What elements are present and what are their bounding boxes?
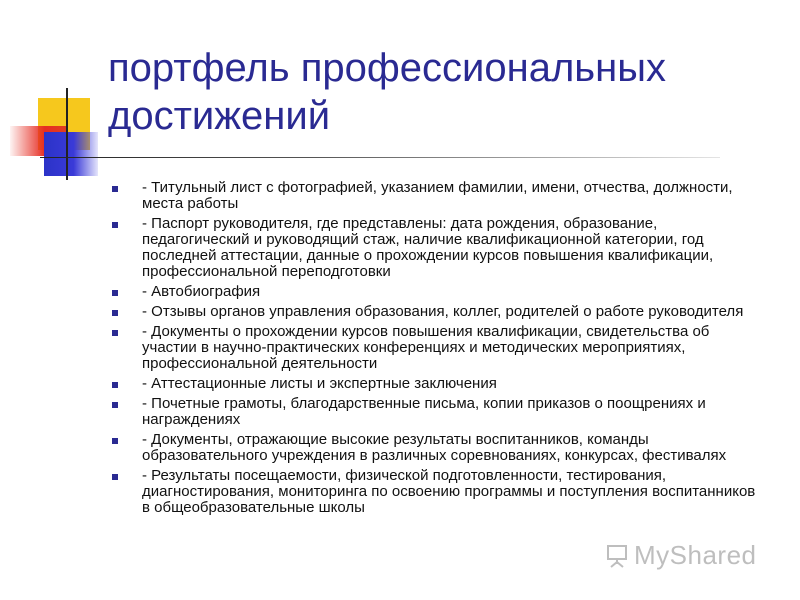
list-item [112, 432, 762, 464]
decor-blue-square [44, 132, 98, 176]
list-item [112, 396, 762, 428]
bullet-icon [112, 382, 118, 388]
list-item [112, 304, 762, 320]
list-item-text: - Документы, отражающие высокие результаты воспитанников, команды образовательного учреждения в различных соревнованиях, конкурсах, фестивалях [142, 431, 727, 464]
list-item [112, 284, 762, 300]
slide-title: портфель профессиональных достижений [108, 46, 666, 138]
list-item-text: - Отзывы органов управления образования, коллег, родителей о работе руководителя [142, 303, 744, 320]
list-item [112, 468, 762, 516]
bullet-icon [112, 222, 118, 228]
bullet-icon [112, 290, 118, 296]
bullet-icon [112, 330, 118, 336]
list-item [112, 376, 762, 392]
decor-vertical-line [66, 88, 68, 180]
list-item-text: - Результаты посещаемости, физической подготовленности, тестирования, диагностирования, мониторинга по освоению программы и поступления воспитанников в общеобразовательные школы [142, 467, 756, 516]
list-item [112, 216, 762, 280]
bullet-icon [112, 474, 118, 480]
list-item-text: - Аттестационные листы и экспертные заключения [142, 375, 497, 392]
bullet-icon [112, 402, 118, 408]
title-underline [40, 157, 720, 158]
list-item-text: - Автобиография [142, 283, 261, 300]
bullet-icon [112, 186, 118, 192]
bullet-list [112, 180, 762, 520]
list-item-text: - Документы о прохождении курсов повышения квалификации, свидетельства об участии в научно-практических конференциях и методических мероприятиях, профессиональной деятельности [142, 323, 710, 372]
list-item [112, 324, 762, 372]
list-item [112, 180, 762, 212]
watermark-text: MyShared [634, 540, 757, 570]
watermark [606, 540, 757, 571]
list-item-text: - Титульный лист с фотографией, указанием фамилии, имени, отчества, должности, места работы [142, 179, 733, 212]
bullet-icon [112, 310, 118, 316]
bullet-icon [112, 438, 118, 444]
presentation-board-icon [606, 544, 628, 568]
list-item-text: - Почетные грамоты, благодарственные письма, копии приказов о поощрениях и награждениях [142, 395, 706, 428]
list-item-text: - Паспорт руководителя, где представлены: дата рождения, образование, педагогический и руководящий стаж, наличие квалификационной категории, год последней аттестации, данные о прохождении курсов повышения квалификации, профессиональной переподготовки [142, 215, 714, 280]
